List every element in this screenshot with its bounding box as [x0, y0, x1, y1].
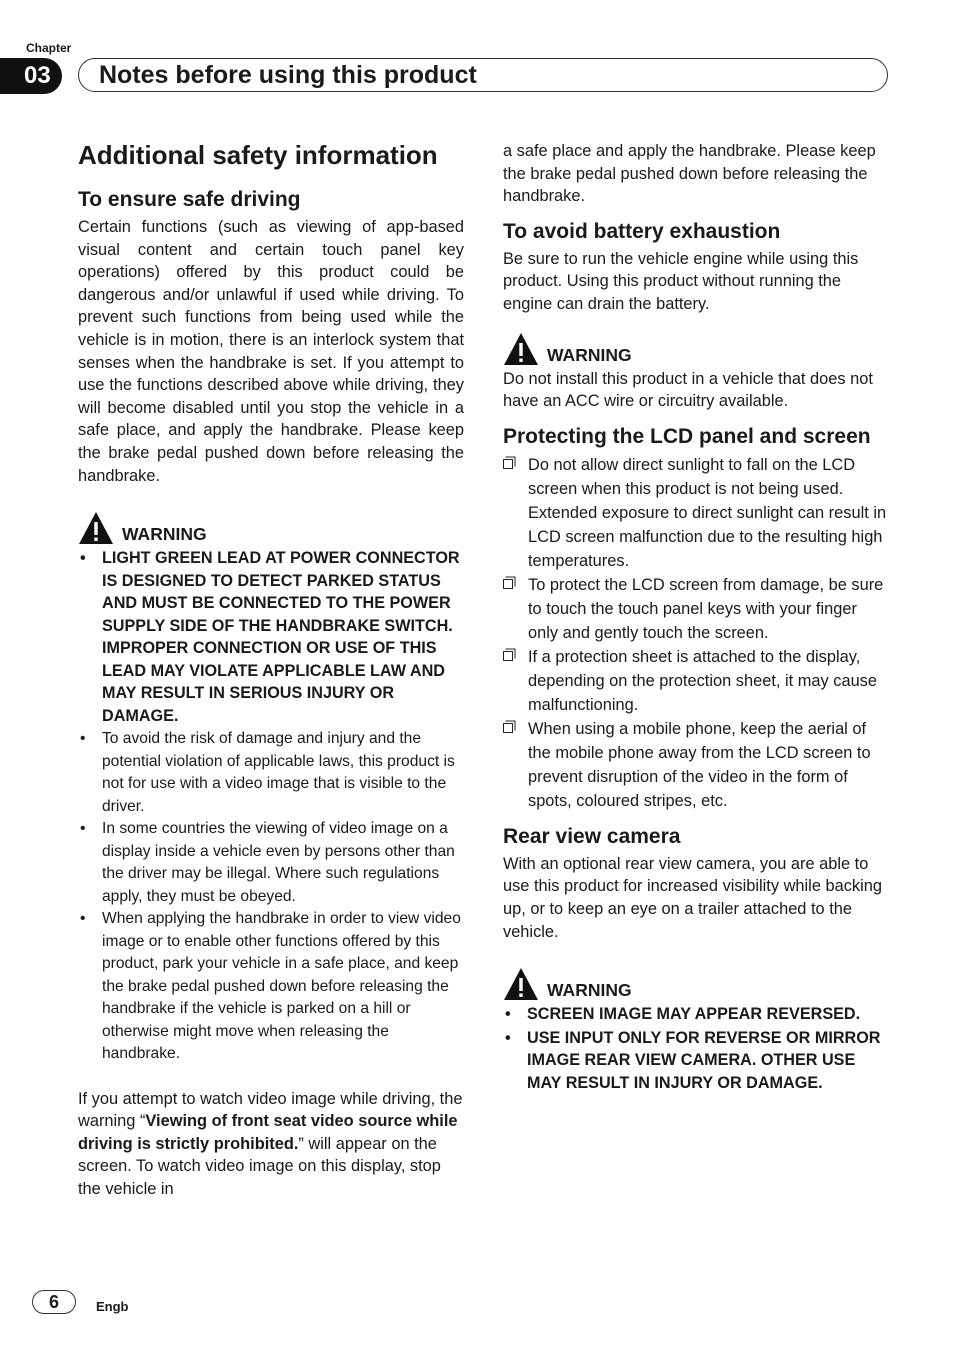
- list-item: • LIGHT GREEN LEAD AT POWER CONNECTOR IS DESIGNED TO DETECT PARKED STATUS AND MUST BE CONNECTED TO THE POWER SUPPLY SIDE OF THE HANDBRAKE SWITCH. IMPROPER CONNECTION OR USE OF THIS LEAD MAY VIOLATE APPLICABLE LAW AND MAY RESULT IN SERIOUS INJURY OR DAMAGE.: [78, 547, 464, 727]
- camera-text: With an optional rear view camera, you are able to use this product for increased visibility while backing up, or to keep an eye on a trailer attached to the vehicle.: [503, 854, 882, 941]
- left-column: [78, 188, 464, 1201]
- closing-prefix: If you attempt to watch video image while driving, the warning “: [78, 1089, 463, 1131]
- closing-suffix: ” will appear on the screen. To watch video image on this display, stop the vehicle in: [78, 1134, 441, 1198]
- list-item: To protect the LCD screen from damage, be sure to touch the touch panel keys with your finger only and gently touch the screen.: [503, 573, 889, 645]
- warning-header: [503, 330, 889, 366]
- list-item: • To avoid the risk of damage and injury and the potential violation of applicable laws, this product is not for use with a video image that is visible to the driver.: [78, 728, 464, 818]
- subsection-title-safe-driving: To ensure safe driving: [78, 188, 301, 211]
- page-number: 6: [32, 1290, 76, 1314]
- chapter-title: Notes before using this product: [78, 58, 888, 92]
- chapter-number: 03: [0, 58, 62, 94]
- checkbox-bullet-icon: [503, 579, 513, 589]
- checkbox-bullet-icon: [503, 651, 513, 661]
- warning-header: [503, 965, 889, 1001]
- lcd-list: [503, 453, 889, 813]
- subsection-title-lcd: Protecting the LCD panel and screen: [503, 424, 871, 448]
- warning-triangle-icon: [503, 967, 539, 1001]
- warning-header: [78, 509, 464, 545]
- warning-label: WARNING: [122, 524, 207, 545]
- screen-warning-text: Viewing of front seat video source while driving is strictly prohibited.: [78, 1112, 458, 1153]
- warning-label: WARNING: [547, 980, 632, 1001]
- chapter-label: Chapter: [26, 41, 72, 55]
- language-code: Engb: [96, 1299, 129, 1314]
- safe-driving-intro: Certain functions (such as viewing of app-based visual content and certain touch panel key operations) offered by this product could be dangerous and/or unlawful if used while driving. To prevent such functions from being used while the vehicle is in motion, there is an interlock system that senses when the handbrake is set. If you attempt to use the functions described above while driving, they will become disabled until you stop the vehicle in a safe place, and apply the handbrake. Please keep the brake pedal pushed down before releasing the handbrake.: [78, 218, 464, 485]
- list-item: When using a mobile phone, keep the aerial of the mobile phone away from the LCD screen to prevent disruption of the video in the form of spots, coloured stripes, etc.: [503, 717, 889, 813]
- subsection-title-camera: Rear view camera: [503, 824, 681, 848]
- list-item: • USE INPUT ONLY FOR REVERSE OR MIRROR IMAGE REAR VIEW CAMERA. OTHER USE MAY RESULT IN INJURY OR DAMAGE.: [503, 1027, 889, 1095]
- camera-warning-list: [503, 1003, 889, 1094]
- right-column: [503, 140, 889, 1095]
- list-item: Do not allow direct sunlight to fall on the LCD screen when this product is not being used. Extended exposure to direct sunlight can result in LCD screen malfunction due to the resulting high temperatures.: [503, 453, 889, 573]
- acc-warning-text: Do not install this product in a vehicle that does not have an ACC wire or circuitry available.: [503, 369, 873, 411]
- warning-caps-list: [78, 547, 464, 727]
- list-item: • When applying the handbrake in order to view video image or to enable other functions offered by this product, park your vehicle in a safe place, and keep the brake pedal pushed down before releasing the handbrake if the vehicle is parked on a hill or otherwise might move when releasing the handbrake.: [78, 908, 464, 1066]
- warning-label: WARNING: [547, 344, 632, 365]
- list-item: If a protection sheet is attached to the display, depending on the protection sheet, it may cause malfunctioning.: [503, 645, 889, 717]
- warning-triangle-icon: [78, 511, 114, 545]
- battery-text: Be sure to run the vehicle engine while using this product. Using this product without running the engine can drain the battery.: [503, 249, 859, 313]
- checkbox-bullet-icon: [503, 723, 513, 733]
- subsection-title-battery: To avoid battery exhaustion: [503, 219, 781, 243]
- list-item: • SCREEN IMAGE MAY APPEAR REVERSED.: [503, 1003, 889, 1026]
- checkbox-bullet-icon: [503, 459, 513, 469]
- list-item: • In some countries the viewing of video image on a display inside a vehicle even by persons other than the driver may be illegal. Where such regulations apply, they must be obeyed.: [78, 818, 464, 908]
- closing-paragraph: [78, 1088, 464, 1201]
- warning-list: [78, 728, 464, 1066]
- continued-paragraph: a safe place and apply the handbrake. Please keep the brake pedal pushed down before releasing the handbrake.: [503, 142, 876, 206]
- section-title: Additional safety information: [78, 140, 438, 170]
- warning-triangle-icon: [503, 332, 539, 366]
